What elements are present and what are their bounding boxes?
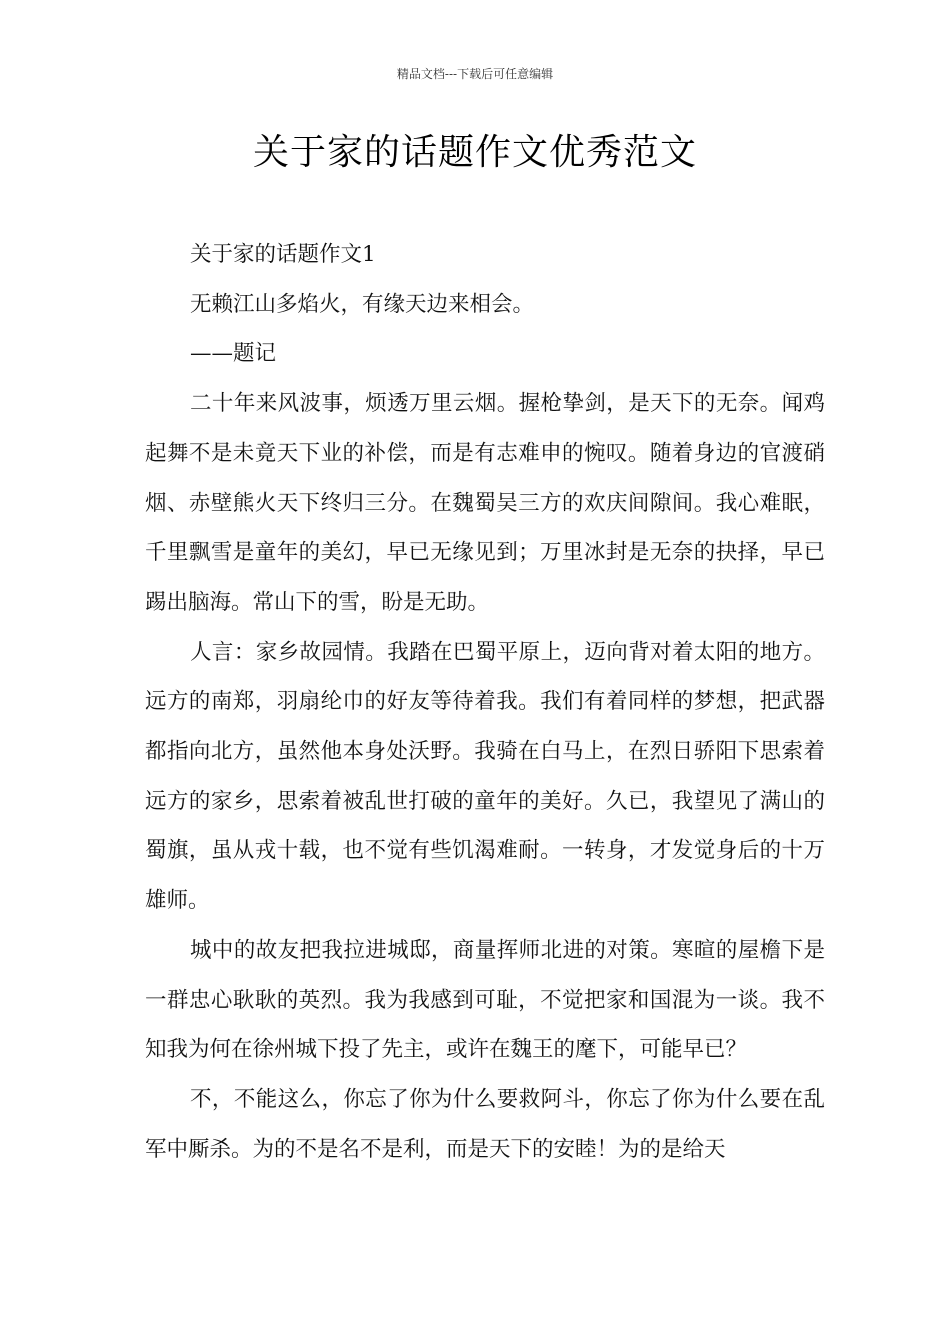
paragraph: 二十年来风波事，烦透万里云烟。握枪挚剑，是天下的无奈。闻鸡起舞不是未竟天下业的补偿，而是有志难申的惋叹。随着身边的官渡硝烟、赤壁熊火天下终归三分。在魏蜀吴三方的欢庆间隙间。我心难眠，千里飘雪是童年的美幻，早已无缘见到；万里冰封是无奈的抉择，早已踢出脑海。常山下的雪，盼是无助。 <box>145 391 825 615</box>
paragraph-subtitle: 关于家的话题作文1 <box>190 242 376 267</box>
document-title: 关于家的话题作文优秀范文 <box>252 132 697 173</box>
document-body <box>145 230 825 1174</box>
paragraph-epigraph: 无赖江山多焰火，有缘天边来相会。 <box>190 291 535 317</box>
paragraph: 人言：家乡故园情。我踏在巴蜀平原上，迈向背对着太阳的地方。远方的南郑，羽扇纶巾的好友等待着我。我们有着同样的梦想，把武器都指向北方，虽然他本身处沃野。我骑在白马上，在烈日骄阳下思索着远方的家乡，思索着被乱世打破的童年的美好。久已，我望见了满山的蜀旗，虽从戎十载，也不觉有些饥渴难耐。一转身，才发觉身后的十万雄师。 <box>145 639 825 914</box>
paragraph: 城中的故友把我拉进城邸，商量挥师北进的对策。寒暄的屋檐下是一群忠心耿耿的英烈。我为我感到可耻，不觉把家和国混为一谈。我不知我为何在徐州城下投了先主，或许在魏王的麾下，可能早已？ <box>145 937 825 1063</box>
page-header-note: 精品文档---下载后可任意编辑 <box>396 67 554 81</box>
paragraph: 不，不能这么，你忘了你为什么要救阿斗，你忘了你为什么要在乱军中厮杀。为的不是名不是利，而是天下的安睦！为的是给天 <box>145 1086 825 1162</box>
paragraph-epigraph-attribution: ——题记 <box>190 341 277 367</box>
